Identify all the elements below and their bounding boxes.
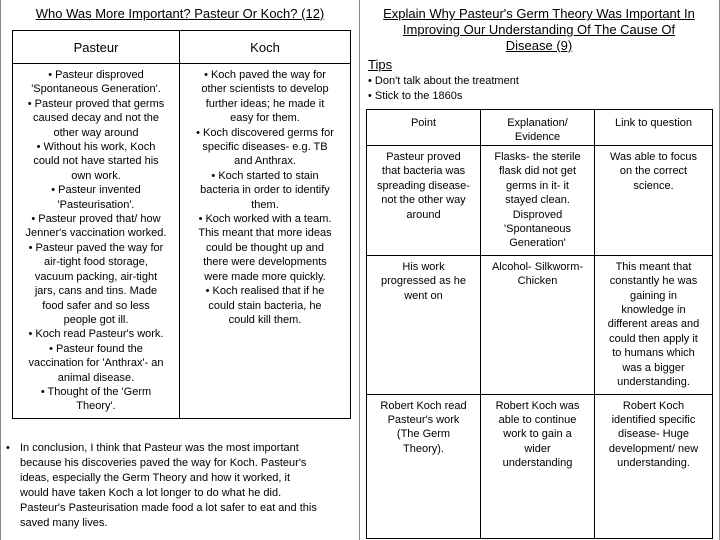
text-line: Theory). [403, 442, 444, 455]
text-line: flask did not get [498, 165, 577, 178]
link-header: Link to question [595, 110, 713, 146]
text-line: animal disease. [57, 371, 135, 384]
text-line: • Koch read Pasteur's work. [28, 328, 164, 341]
text-line: and Anthrax. [234, 155, 296, 168]
conclusion-text [20, 441, 348, 531]
text-line: Robert Koch read [380, 399, 467, 412]
point-cell [367, 146, 481, 256]
text-line: knowledge in [621, 304, 686, 317]
text-line: could be thought up and [205, 241, 325, 254]
link-cell [595, 394, 713, 538]
explanation-cell [481, 255, 595, 394]
text-line: air-tight food storage, [44, 256, 148, 269]
text-line: • Pasteur paved the way for [28, 241, 164, 254]
koch-points-cell [180, 64, 351, 419]
text-line: • Koch discovered germs for [196, 126, 334, 139]
table-header-row [13, 31, 351, 64]
table-row [367, 146, 713, 256]
text-line: that bacteria was [381, 165, 466, 178]
text-line: on the correct [619, 165, 688, 178]
text-line: His work [402, 260, 445, 273]
text-line: specific diseases- e.g. TB [202, 141, 328, 154]
text-line: • Koch worked with a team. [198, 213, 332, 226]
text-line: there were developments [203, 256, 327, 269]
text-line: Pasteur proved [386, 151, 461, 163]
text-line: understanding [502, 457, 573, 470]
text-line: Robert Koch was [495, 399, 580, 412]
text-line: Robert Koch [622, 399, 685, 412]
text-line: science. [633, 179, 674, 192]
text-line: them. [251, 198, 279, 211]
text-line: • Pasteur proved that/ how [31, 213, 161, 226]
text-line: around [406, 208, 441, 221]
pasteur-points-cell [13, 64, 180, 419]
text-line: other scientists to develop [201, 83, 329, 96]
text-line: • Pasteur proved that germs [27, 97, 165, 110]
text-line: would have taken Koch a lot longer to do what he did. [20, 487, 282, 499]
koch-header: Koch [180, 31, 351, 64]
text-line: Generation' [509, 237, 566, 250]
text-line: • Pasteur invented [51, 184, 141, 197]
text-line: wider [524, 442, 551, 455]
text-line: able to continue [498, 413, 577, 426]
text-line: own work. [71, 169, 121, 182]
text-line: • Pasteur found the [49, 342, 143, 355]
text-line: Chicken [517, 275, 558, 288]
point-cell [367, 255, 481, 394]
table-row [367, 255, 713, 394]
text-line: work to gain a [503, 428, 572, 441]
text-line: • Koch paved the way for [204, 69, 326, 81]
text-line: understanding. [617, 457, 690, 470]
text-line: ideas, especially the Germ Theory and how it worked, it [20, 472, 291, 484]
tips-list [368, 74, 519, 104]
text-line: saved many lives. [20, 517, 108, 529]
text-line: Pasteur's work [387, 413, 460, 426]
text-line: bacteria in order to identify [200, 184, 330, 197]
text-line: people got ill. [63, 313, 129, 326]
text-line: vaccination for 'Anthrax'- an [28, 357, 164, 370]
text-line: to humans which [612, 347, 695, 360]
text-line: Theory'. [76, 400, 116, 413]
explanation-cell [481, 146, 595, 256]
tips-heading: Tips [368, 57, 393, 72]
text-line: This meant that [615, 260, 692, 273]
text-line: Improving Our Understanding Of The Cause Of [402, 22, 676, 37]
text-line: • Without his work, Koch [36, 141, 156, 154]
text-line: Flasks- the sterile [494, 151, 581, 163]
text-line: germs in it- it [506, 179, 569, 192]
pel-header-row [367, 110, 713, 146]
text-line: different areas and [607, 318, 700, 331]
text-line: vacuum packing, air-tight [34, 270, 158, 283]
text-line: 'Spontaneous [504, 223, 571, 236]
text-line: identified specific [611, 413, 696, 426]
text-line: progressed as he [381, 275, 466, 288]
conclusion [6, 441, 348, 531]
link-cell [595, 255, 713, 394]
text-line: This meant that more ideas [198, 227, 332, 240]
table-row [13, 64, 351, 419]
text-line: development/ new [608, 442, 699, 455]
text-line: easy for them. [230, 112, 300, 125]
text-line: Disease (9) [505, 38, 573, 53]
text-line: (The Germ [396, 428, 451, 441]
text-line: Pasteur's Pasteurisation made food a lot safer to eat and this [20, 502, 317, 514]
point-header: Point [367, 110, 481, 146]
text-line: • Thought of the 'Germ [40, 385, 152, 398]
pasteur-header: Pasteur [13, 31, 180, 64]
tip-item: • Stick to the 1860s [368, 89, 519, 104]
link-cell [595, 146, 713, 256]
text-line: Disproved [512, 208, 563, 221]
text-line: • In conclusion, I think that Pasteur was the most important [20, 442, 299, 454]
table-row [367, 394, 713, 538]
text-line: was a bigger [622, 361, 685, 374]
text-line: gaining in [629, 289, 678, 302]
text-line: could stain bacteria, he [208, 299, 322, 312]
text-line: further ideas; he made it [205, 97, 325, 110]
text-line: • Pasteur disproved [48, 69, 144, 81]
text-line: were made more quickly. [204, 270, 326, 283]
text-line: • Koch realised that if he [205, 285, 325, 298]
text-line: constantly he was [609, 275, 698, 288]
text-line: stayed clean. [505, 194, 570, 207]
text-line: 'Pasteurisation'. [57, 198, 135, 211]
text-line: could kill them. [228, 313, 302, 326]
explanation-cell [481, 394, 595, 538]
point-cell [367, 394, 481, 538]
pasteur-koch-table [12, 30, 351, 419]
pel-table [366, 109, 713, 539]
text-line: 'Spontaneous Generation'. [31, 83, 161, 96]
text-line: Explain Why Pasteur's Germ Theory Was Important In [383, 6, 695, 21]
text-line: caused decay and not the [33, 112, 159, 125]
right-slide-title [364, 6, 714, 54]
text-line: other way around [53, 126, 139, 139]
text-line: • Koch started to stain [211, 169, 319, 182]
text-line: spreading disease- [377, 179, 470, 192]
text-line: could not have started his [33, 155, 159, 168]
text-line: Was able to focus [609, 151, 698, 163]
tip-item: • Don't talk about the treatment [368, 74, 519, 89]
text-line: food safer and so less [42, 299, 150, 312]
text-line: Alcohol- Silkworm- [491, 260, 584, 273]
text-line: could then apply it [609, 332, 698, 345]
text-line: went on [404, 289, 443, 302]
text-line: Jenner's vaccination worked. [25, 227, 167, 240]
left-slide-title: Who Was More Important? Pasteur Or Koch? (12) [35, 6, 325, 21]
text-line: understanding. [617, 376, 690, 389]
text-line: jars, cans and tins. Made [34, 285, 158, 298]
explanation-header: Explanation/ Evidence [481, 110, 595, 146]
text-line: not the other way [381, 194, 466, 207]
text-line: because his discoveries paved the way for Koch. Pasteur's [20, 457, 307, 469]
text-line: disease- Huge [618, 428, 689, 441]
